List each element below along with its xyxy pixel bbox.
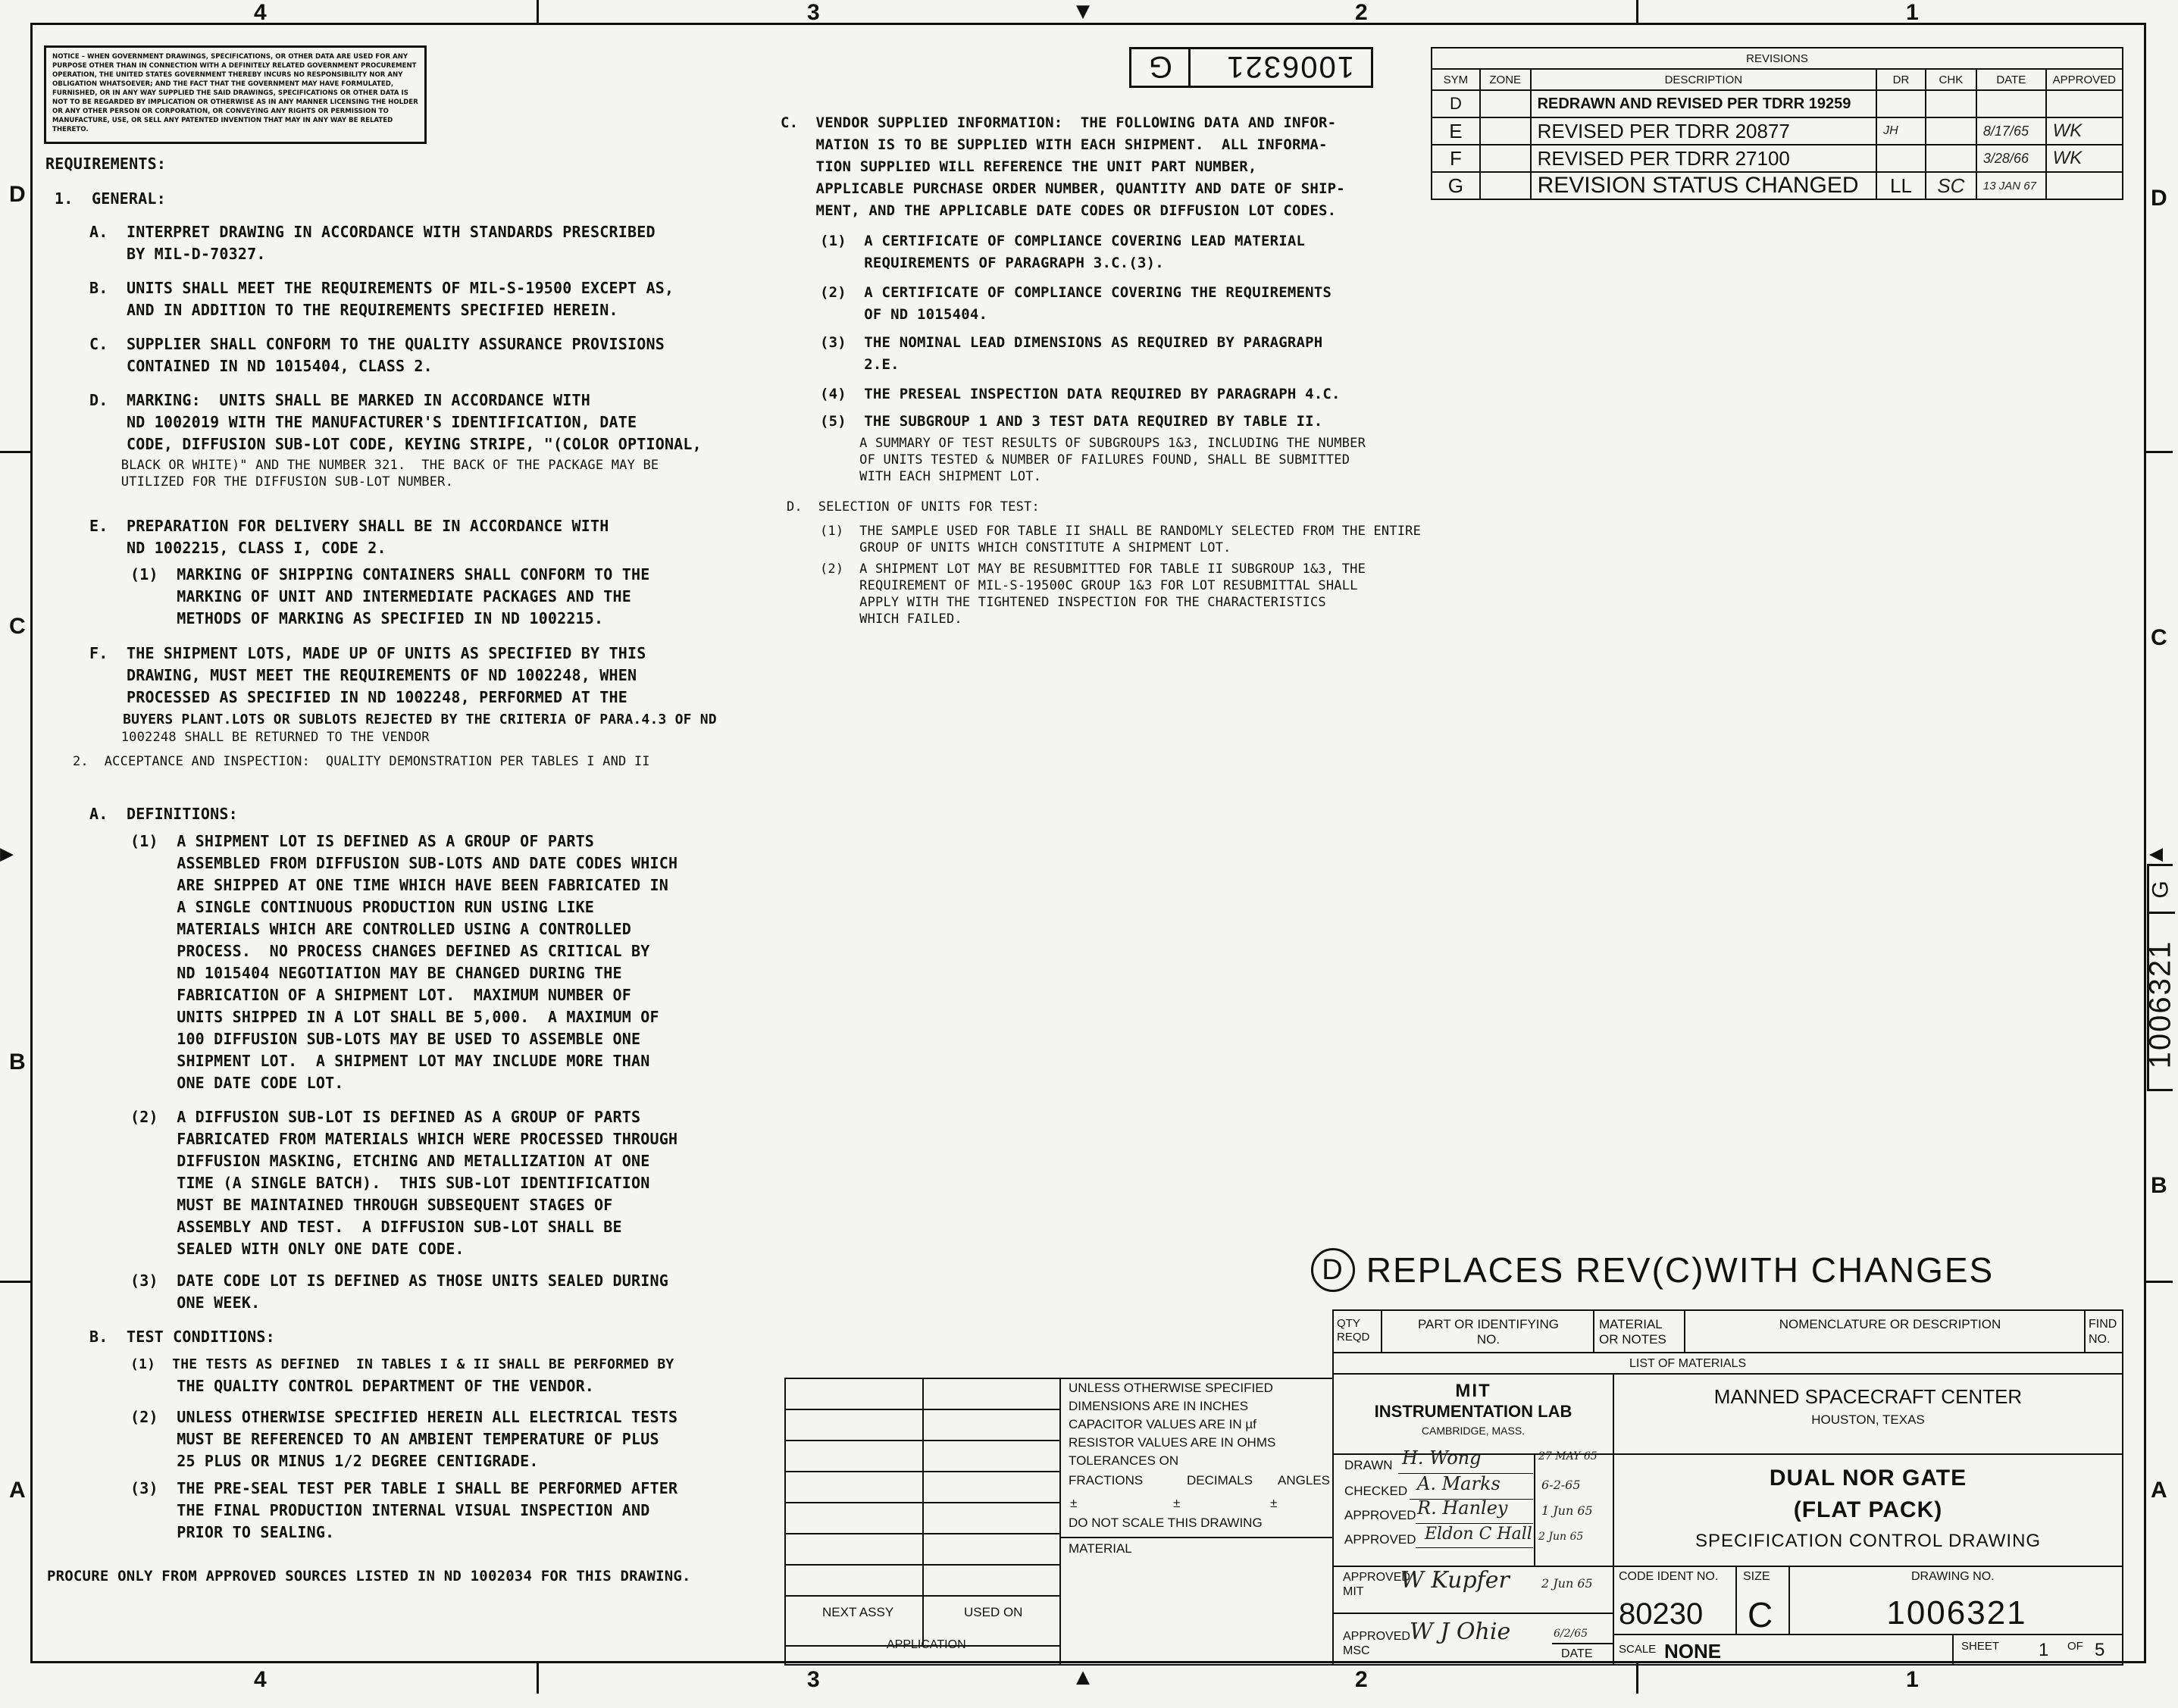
approved-mit-date: 2 Jun 65 (1541, 1576, 1593, 1591)
material-label: MATERIAL (1069, 1541, 1132, 1556)
approved-msc-label: APPROVED MSC (1343, 1630, 1410, 1657)
zone-bottom-1: 1 (1906, 1667, 1919, 1692)
zone-tick (537, 0, 539, 23)
bom-nomenclature-header: NOMENCLATURE OR DESCRIPTION (1684, 1309, 2086, 1353)
req-heading: REQUIREMENTS: (45, 155, 167, 173)
rev-circle-icon: D (1311, 1248, 1355, 1292)
vendor-line: (2) A SHIPMENT LOT MAY BE RESUBMITTED FOR TABLE II SUBGROUP 1&3, THE (820, 562, 1366, 577)
rev-header-description: DESCRIPTION (1531, 69, 1877, 90)
zone-top-1: 1 (1906, 0, 1919, 25)
drawing-title-line1: DUAL NOR GATE (1769, 1466, 1967, 1491)
next-assy-label: NEXT ASSY (822, 1605, 894, 1619)
date-label: DATE (1561, 1647, 1593, 1660)
req-line: C. SUPPLIER SHALL CONFORM TO THE QUALITY ASSURANCE PROVISIONS (89, 335, 665, 353)
bom-find-header: FIND NO. (2084, 1309, 2123, 1353)
approved-msc-signature: W J Ohie (1410, 1619, 1511, 1645)
pm-sign: ± (1070, 1496, 1078, 1510)
vendor-line: WITH EACH SHIPMENT LOT. (820, 469, 1042, 484)
vendor-line: GROUP OF UNITS WHICH CONSTITUTE A SHIPMENT LOT. (820, 540, 1231, 555)
revision-row: F REVISED PER TDRR 27100 3/28/66 WK (1432, 145, 2123, 172)
req-line: (2) A DIFFUSION SUB-LOT IS DEFINED AS A GROUP OF PARTS (130, 1108, 641, 1126)
req-line: THE QUALITY CONTROL DEPARTMENT OF THE VENDOR. (130, 1377, 595, 1395)
sheet-of-value: 5 (2095, 1640, 2105, 1660)
req-line: CONTAINED IN ND 1015404, CLASS 2. (89, 357, 433, 375)
zone-tick (1636, 1663, 1638, 1694)
code-ident-value: 80230 (1619, 1597, 1704, 1631)
req-line: SHIPMENT LOT. A SHIPMENT LOT MAY INCLUDE MORE THAN (130, 1052, 650, 1070)
vendor-line: (5) THE SUBGROUP 1 AND 3 TEST DATA REQUIRED BY TABLE II. (820, 413, 1323, 430)
scale-value: NONE (1664, 1640, 1722, 1663)
revision-row: E REVISED PER TDRR 20877 JH 8/17/65 WK (1432, 117, 2123, 145)
rev-header-sym: SYM (1432, 69, 1480, 90)
center-arrow-icon: ◀ (2149, 840, 2164, 867)
req-line: ASSEMBLY AND TEST. A DIFFUSION SUB-LOT SHALL BE (130, 1218, 622, 1236)
req-line: MATERIALS WHICH ARE CONTROLLED USING A CONTROLLED (130, 920, 632, 938)
zone-tick (2146, 451, 2173, 453)
zone-right-B: B (2151, 1173, 2167, 1198)
approved-date: 2 Jun 65 (1538, 1531, 1584, 1543)
general-heading: 1. GENERAL: (55, 189, 166, 208)
tolerance-line: TOLERANCES ON (1069, 1453, 1179, 1468)
req-line: (1) THE TESTS AS DEFINED IN TABLES I & II SHALL BE PERFORMED BY (130, 1356, 674, 1372)
req-line: B. UNITS SHALL MEET THE REQUIREMENTS OF MIL-S-19500 EXCEPT AS, (89, 279, 674, 297)
req-line: (1) MARKING OF SHIPPING CONTAINERS SHALL CONFORM TO THE (130, 565, 650, 583)
vendor-line: OF UNITS TESTED & NUMBER OF FAILURES FOUND, SHALL BE SUBMITTED (820, 452, 1350, 468)
selection-heading: D. SELECTION OF UNITS FOR TEST: (787, 499, 1040, 515)
req-line: PRIOR TO SEALING. (130, 1523, 335, 1541)
vendor-line: (1) A CERTIFICATE OF COMPLIANCE COVERING LEAD MATERIAL (820, 233, 1306, 249)
bom-qty-header: QTY REQD (1332, 1309, 1382, 1353)
zone-top-4: 4 (254, 0, 267, 25)
req-line: MUST BE MAINTAINED THROUGH SUBSEQUENT STAGES OF (130, 1196, 613, 1214)
req-line: ND 1015404 NEGOTIATION MAY BE CHANGED DURING THE (130, 964, 622, 982)
zone-bottom-3: 3 (807, 1667, 820, 1692)
req-line: BLACK OR WHITE)" AND THE NUMBER 321. THE BACK OF THE PACKAGE MAY BE (89, 458, 659, 473)
checked-signature: A. Marks (1417, 1473, 1501, 1494)
used-on-label: USED ON (964, 1605, 1023, 1619)
rev-header-zone: ZONE (1480, 69, 1531, 90)
approved-date: 1 Jun 65 (1541, 1503, 1593, 1518)
vendor-line: REQUIREMENT OF MIL-S-19500C GROUP 1&3 FOR LOT RESUBMITTAL SHALL (820, 578, 1358, 593)
top-stamp-number: 1006321 (1225, 50, 1354, 83)
vendor-line: WHICH FAILED. (820, 612, 962, 627)
req-line: ND 1002019 WITH THE MANUFACTURER'S IDENTIFICATION, DATE (89, 413, 637, 431)
req-line: 1002248 SHALL BE RETURNED TO THE VENDOR (89, 730, 430, 745)
government-notice: NOTICE – WHEN GOVERNMENT DRAWINGS, SPECIFICATIONS, OR OTHER DATA ARE USED FOR ANY PURPOSE OTHER THAN IN CONNECTION WITH A DEFINITELY RELATED GOVERNMENT PROCUREMENT OPERATION, THE UNITED STATES GOVERNMENT THEREBY INCURS NO RESPONSIBILITY NOR ANY OBLIGATION WHATSOEVER; AND THE FACT THAT THE GOVERNMENT MAY HAVE FORMULATED, FURNISHED, OR IN ANY WAY SUPPLIED THE SAID DRAWINGS, SPECIFICATIONS OR OTHER DATA IS NOT TO BE REGARDED BY IMPLICATION OR OTHERWISE AS IN ANY MANNER LICENSING THE HOLDER OR ANY OTHER PERSON OR CORPORATION, OR CONVEYING ANY RIGHTS OR PERMISSION TO MANUFACTURE, USE, OR SELL ANY PATENTED INVENTION THAT MAY IN ANY WAY BE RELATED THERETO. (44, 45, 427, 144)
rev-header-dr: DR (1876, 69, 1926, 90)
code-ident-cell: CODE IDENT NO. 80230 (1613, 1566, 1737, 1635)
approved-signature: R. Hanley (1417, 1497, 1508, 1519)
drawn-date: 27 MAY 65 (1538, 1450, 1598, 1462)
req-line: ARE SHIPPED AT ONE TIME WHICH HAVE BEEN FABRICATED IN (130, 876, 668, 894)
vendor-line: REQUIREMENTS OF PARAGRAPH 3.C.(3). (820, 255, 1164, 271)
vendor-line: APPLY WITH THE TIGHTENED INSPECTION FOR THE CHARACTERISTICS (820, 595, 1326, 610)
revisions-block (1431, 47, 2123, 200)
req-line: ND 1002215, CLASS I, CODE 2. (89, 539, 386, 557)
size-value: C (1748, 1595, 1773, 1634)
req-line: (3) THE PRE-SEAL TEST PER TABLE I SHALL BE PERFORMED AFTER (130, 1479, 678, 1497)
vendor-line: (4) THE PRESEAL INSPECTION DATA REQUIRED BY PARAGRAPH 4.C. (820, 386, 1341, 402)
fractions-label: FRACTIONS (1069, 1473, 1144, 1487)
req-line: (2) UNLESS OTHERWISE SPECIFIED HEREIN ALL ELECTRICAL TESTS (130, 1408, 678, 1426)
req-line: 100 DIFFUSION SUB-LOTS MAY BE USED TO ASSEMBLE ONE (130, 1030, 641, 1048)
vendor-line: MENT, AND THE APPLICABLE DATE CODES OR DIFFUSION LOT CODES. (781, 202, 1337, 219)
req-line: ONE WEEK. (130, 1294, 261, 1312)
top-stamp-rev: G (1148, 50, 1172, 83)
req-line: FABRICATION OF A SHIPMENT LOT. MAXIMUM NUMBER OF (130, 986, 632, 1004)
vendor-line: OF ND 1015404. (820, 306, 988, 323)
revisions-title: REVISIONS (1432, 48, 2123, 69)
tolerance-line: RESISTOR VALUES ARE IN OHMS (1069, 1435, 1276, 1450)
zone-tick (0, 1281, 30, 1283)
tolerance-line: UNLESS OTHERWISE SPECIFIED (1069, 1381, 1273, 1395)
req-line: (1) A SHIPMENT LOT IS DEFINED AS A GROUP OF PARTS (130, 832, 595, 850)
procure-note: PROCURE ONLY FROM APPROVED SOURCES LISTED IN ND 1002034 FOR THIS DRAWING. (47, 1568, 691, 1584)
tolerance-line: CAPACITOR VALUES ARE IN µf (1069, 1417, 1256, 1431)
zone-top-3: 3 (807, 0, 820, 25)
angles-label: ANGLES (1278, 1473, 1330, 1487)
req-line: METHODS OF MARKING AS SPECIFIED IN ND 1002215. (130, 609, 604, 627)
drawn-label: DRAWN (1344, 1458, 1393, 1472)
rev-header-date: DATE (1976, 69, 2046, 90)
req-line: THE FINAL PRODUCTION INTERNAL VISUAL INSPECTION AND (130, 1501, 650, 1519)
center-arrow-icon: ▶ (0, 840, 14, 867)
zone-right-C: C (2151, 625, 2167, 650)
req-line: FABRICATED FROM MATERIALS WHICH WERE PROCESSED THROUGH (130, 1130, 678, 1148)
req-line: UNITS SHIPPED IN A LOT SHALL BE 5,000. A MAXIMUM OF (130, 1008, 659, 1026)
vendor-line: A SUMMARY OF TEST RESULTS OF SUBGROUPS 1&3, INCLUDING THE NUMBER (820, 436, 1366, 451)
req-line: (3) DATE CODE LOT IS DEFINED AS THOSE UNITS SEALED DURING (130, 1272, 668, 1290)
center-arrow-icon: ▲ (1076, 1663, 1091, 1690)
bom-part-header: PART OR IDENTIFYING NO. (1381, 1309, 1594, 1353)
mit-block: MIT INSTRUMENTATION LAB CAMBRIDGE, MASS. (1332, 1373, 1614, 1455)
checked-label: CHECKED (1344, 1484, 1408, 1498)
zone-tick (1636, 0, 1638, 23)
center-block: MANNED SPACECRAFT CENTER HOUSTON, TEXAS (1613, 1373, 2123, 1455)
application-caption: APPLICATION (887, 1638, 966, 1651)
req-line: ASSEMBLED FROM DIFFUSION SUB-LOTS AND DATE CODES WHICH (130, 854, 678, 872)
approved-mit-label: APPROVED MIT (1343, 1571, 1410, 1598)
req-line: A. INTERPRET DRAWING IN ACCORDANCE WITH STANDARDS PRESCRIBED (89, 223, 656, 241)
tolerance-line: DIMENSIONS ARE IN INCHES (1069, 1399, 1249, 1413)
zone-left-B: B (9, 1050, 26, 1075)
zone-left-A: A (9, 1478, 26, 1503)
replaces-note (1311, 1247, 1994, 1292)
approved-label: APPROVED (1344, 1508, 1416, 1522)
drawing-title-line2: (FLAT PACK) (1793, 1497, 1943, 1522)
approved-mit-signature: W Kupfer (1400, 1567, 1510, 1594)
req-line: BY MIL-D-70327. (89, 245, 266, 263)
req-line: ONE DATE CODE LOT. (130, 1074, 344, 1092)
req-line: E. PREPARATION FOR DELIVERY SHALL BE IN ACCORDANCE WITH (89, 517, 609, 535)
side-stamp-number: 1006321 (2143, 940, 2177, 1069)
vendor-line: 2.E. (820, 356, 900, 373)
zone-right-D: D (2151, 186, 2167, 211)
approved-signature: Eldon C Hall (1425, 1525, 1532, 1544)
center-arrow-icon: ▼ (1076, 0, 1091, 24)
req-line: SEALED WITH ONLY ONE DATE CODE. (130, 1240, 465, 1258)
drawing-no-value: 1006321 (1886, 1594, 2027, 1631)
req-line: BUYERS PLANT.LOTS OR SUBLOTS REJECTED BY THE CRITERIA OF PARA.4.3 OF ND (89, 712, 717, 727)
zone-tick (0, 451, 30, 453)
rev-header-chk: CHK (1926, 69, 1976, 90)
req-line: MUST BE REFERENCED TO AN AMBIENT TEMPERATURE OF PLUS (130, 1430, 659, 1448)
drawing-no-cell: DRAWING NO. 1006321 (1788, 1566, 2123, 1635)
zone-left-D: D (9, 182, 26, 207)
definitions-heading: A. DEFINITIONS: (89, 805, 238, 823)
vendor-line: APPLICABLE PURCHASE ORDER NUMBER, QUANTITY AND DATE OF SHIP- (781, 180, 1345, 197)
req-line: TIME (A SINGLE BATCH). THIS SUB-LOT IDENTIFICATION (130, 1174, 650, 1192)
zone-tick (537, 1663, 539, 1694)
req-line: F. THE SHIPMENT LOTS, MADE UP OF UNITS AS SPECIFIED BY THIS (89, 644, 646, 662)
vendor-line: C. VENDOR SUPPLIED INFORMATION: THE FOLLOWING DATA AND INFOR- (781, 114, 1337, 131)
req-line: DIFFUSION MASKING, ETCHING AND METALLIZATION AT ONE (130, 1152, 650, 1170)
req-line: D. MARKING: UNITS SHALL BE MARKED IN ACCORDANCE WITH (89, 391, 591, 409)
vendor-line: (2) A CERTIFICATE OF COMPLIANCE COVERING THE REQUIREMENTS (820, 284, 1332, 301)
req-line: AND IN ADDITION TO THE REQUIREMENTS SPECIFIED HEREIN. (89, 301, 618, 319)
scale-cell: SCALE NONE (1613, 1634, 1954, 1666)
zone-left-C: C (9, 614, 26, 639)
pm-sign: ± (1173, 1496, 1181, 1510)
req-line: MARKING OF UNIT AND INTERMEDIATE PACKAGES AND THE (130, 587, 632, 605)
vendor-line: (3) THE NOMINAL LEAD DIMENSIONS AS REQUIRED BY PARAGRAPH (820, 334, 1323, 351)
size-cell: SIZE C (1735, 1566, 1790, 1635)
req-line: 25 PLUS OR MINUS 1/2 DEGREE CENTIGRADE. (130, 1452, 539, 1470)
approved-label: APPROVED (1344, 1532, 1416, 1547)
no-scale-note: DO NOT SCALE THIS DRAWING (1069, 1516, 1263, 1530)
decimals-label: DECIMALS (1187, 1473, 1253, 1487)
top-number-stamp (1129, 47, 1373, 88)
pm-sign: ± (1270, 1496, 1278, 1510)
req-line: A SINGLE CONTINUOUS PRODUCTION RUN USING LIKE (130, 898, 595, 916)
zone-bottom-2: 2 (1355, 1667, 1368, 1692)
replaces-text: REPLACES REV(C)WITH CHANGES (1366, 1250, 1995, 1290)
test-conditions-heading: B. TEST CONDITIONS: (89, 1328, 275, 1346)
bom-material-header: MATERIAL OR NOTES (1593, 1309, 1685, 1353)
checked-date: 6-2-65 (1541, 1478, 1581, 1492)
rev-header-approved: APPROVED (2046, 69, 2123, 90)
sheet-cell: SHEET 1 OF 5 (1952, 1634, 2123, 1666)
zone-bottom-4: 4 (254, 1667, 267, 1692)
zone-tick (2146, 1281, 2173, 1283)
req-line: PROCESSED AS SPECIFIED IN ND 1002248, PERFORMED AT THE (89, 688, 627, 706)
revision-row: D REDRAWN AND REVISED PER TDRR 19259 (1432, 90, 2123, 117)
side-stamp-rev: G (2148, 881, 2173, 899)
req-line: CODE, DIFFUSION SUB-LOT CODE, KEYING STRIPE, "(COLOR OPTIONAL, (89, 435, 702, 453)
bom-caption-row: LIST OF MATERIALS (1332, 1352, 2123, 1375)
approved-msc-date: 6/2/65 (1554, 1628, 1588, 1640)
req-line: PROCESS. NO PROCESS CHANGES DEFINED AS CRITICAL BY (130, 942, 650, 960)
zone-top-2: 2 (1355, 0, 1368, 25)
side-number-stamp (2143, 864, 2177, 1091)
req-line: DRAWING, MUST MEET THE REQUIREMENTS OF ND 1002248, WHEN (89, 666, 637, 684)
acceptance-heading: 2. ACCEPTANCE AND INSPECTION: QUALITY DEMONSTRATION PER TABLES I AND II (73, 754, 650, 769)
req-line: UTILIZED FOR THE DIFFUSION SUB-LOT NUMBER. (89, 474, 454, 490)
vendor-line: TION SUPPLIED WILL REFERENCE THE UNIT PART NUMBER, (781, 158, 1257, 175)
revision-row: G REVISION STATUS CHANGED LL SC 13 JAN 67 (1432, 172, 2123, 199)
sheet-value: 1 (2039, 1640, 2049, 1660)
drawing-title-line3: SPECIFICATION CONTROL DRAWING (1695, 1531, 2042, 1551)
drawn-signature: H. Wong (1402, 1447, 1482, 1469)
vendor-line: (1) THE SAMPLE USED FOR TABLE II SHALL BE RANDOMLY SELECTED FROM THE ENTIRE (820, 524, 1422, 539)
title-block (1613, 1453, 2123, 1567)
vendor-line: MATION IS TO BE SUPPLIED WITH EACH SHIPMENT. ALL INFORMA- (781, 136, 1328, 153)
zone-right-A: A (2151, 1478, 2167, 1503)
